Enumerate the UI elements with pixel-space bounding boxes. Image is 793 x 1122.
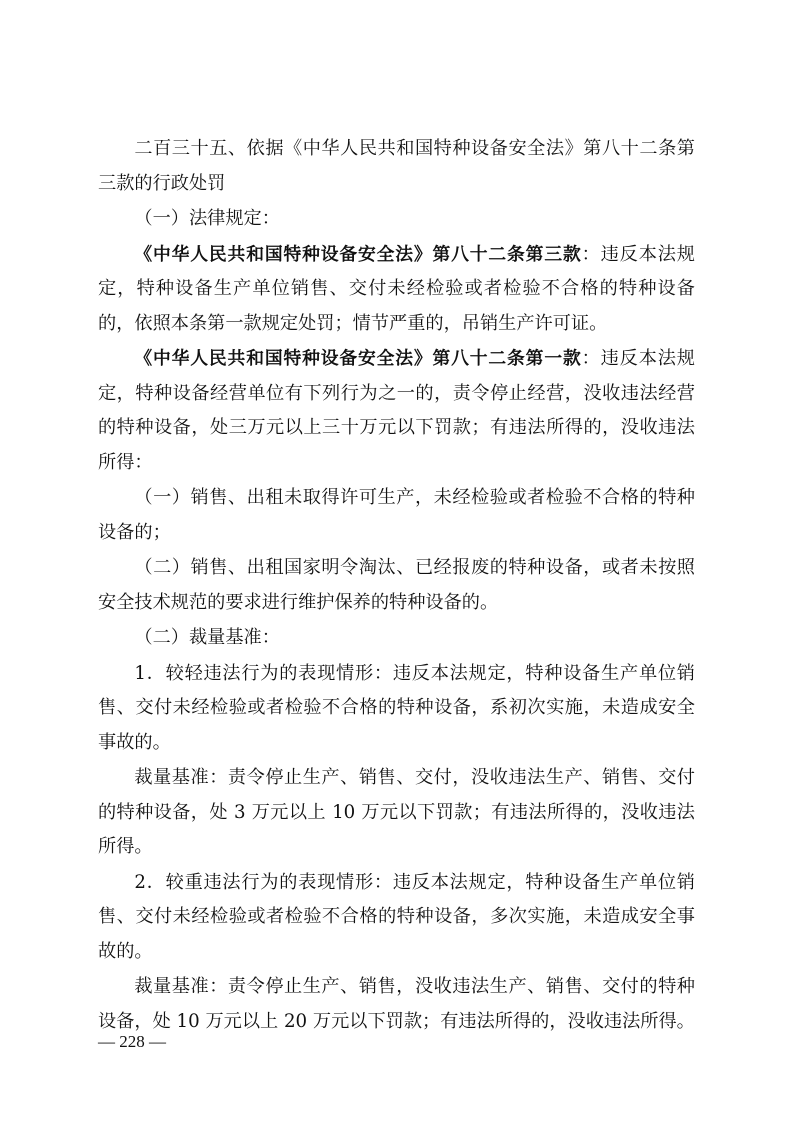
list-item: （二）销售、出租国家明令淘汰、已经报废的特种设备，或者未按照安全技术规范的要求进行维护保养的特种设备的。 [98,557,695,613]
list-item: （一）销售、出租未取得许可生产，未经检验或者检验不合格的特种设备的； [98,487,695,543]
subheading-discretion-standards: （二）裁量基准： [134,627,280,648]
standard-paragraph: 裁量基准：责令停止生产、销售、交付，没收违法生产、销售、交付的特种设备，处 3 万元以上 10 万元以下罚款；有违法所得的，没收违法所得。 [98,767,695,857]
law-article-citation: 《中华人民共和国特种设备安全法》第八十二条第三款 [134,243,582,265]
standard-paragraph: 裁量基准：责令停止生产、销售，没收违法生产、销售、交付的特种设备，处 10 万元以上 20 万元以下罚款；有违法所得的，没收违法所得。 [98,976,695,1032]
violation-case-paragraph: 2．较重违法行为的表现情形：违反本法规定，特种设备生产单位销售、交付未经检验或者检验不合格的特种设备，多次实施，未造成安全事故的。 [98,871,695,962]
law-article-paragraph: 《中华人民共和国特种设备安全法》第八十二条第三款：违反本法规定，特种设备生产单位销售、交付未经检验或者检验不合格的特种设备的，依照本条第一款规定处罚；情节严重的，吊销生产许可证。 [98,243,695,334]
section-heading: 二百三十五、依据《中华人民共和国特种设备安全法》第八十二条第三款的行政处罚 [98,138,695,194]
law-article-citation: 《中华人民共和国特种设备安全法》第八十二条第一款 [134,348,582,369]
law-article-paragraph: 《中华人民共和国特种设备安全法》第八十二条第一款：违反本法规定，特种设备经营单位有下列行为之一的，责令停止经营，没收违法经营的特种设备，处三万元以上三十万元以下罚款；有违法所得的，没收违法所得： [98,348,695,473]
page-number: — 228 — [98,1032,166,1051]
violation-case-paragraph: 1．较轻违法行为的表现情形：违反本法规定，特种设备生产单位销售、交付未经检验或者检验不合格的特种设备，系初次实施，未造成安全事故的。 [98,662,695,753]
document-body [98,132,695,1039]
subheading-legal-provisions: （一）法律规定： [134,208,280,229]
